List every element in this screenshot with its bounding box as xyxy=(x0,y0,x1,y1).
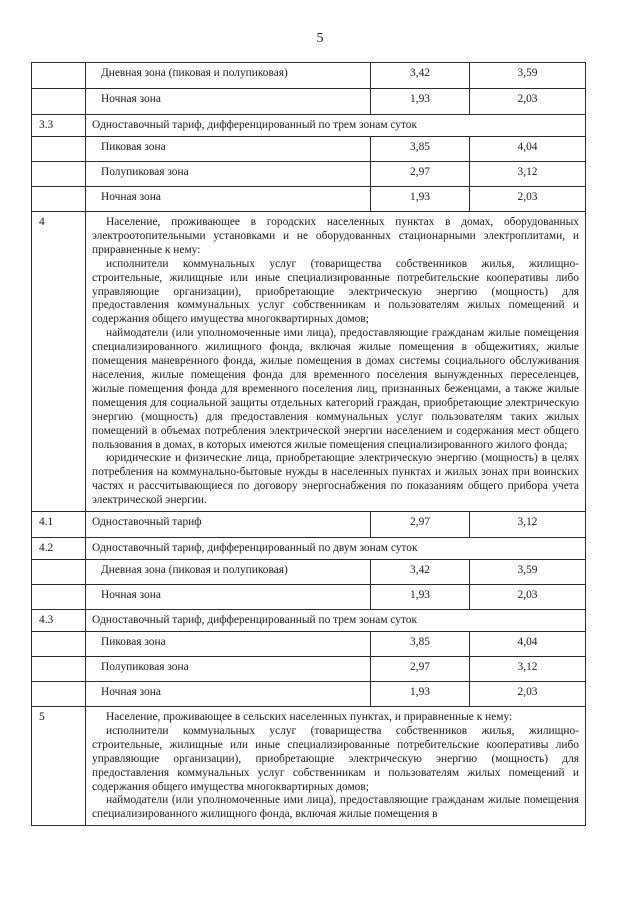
tariff-value-2: 2,03 xyxy=(470,585,586,610)
row-number: 4.3 xyxy=(32,610,86,632)
zone-label: Полупиковая зона xyxy=(86,657,371,682)
tariff-value-2: 2,03 xyxy=(470,682,586,707)
tariff-value-2: 2,03 xyxy=(470,187,586,212)
paragraph: Население, проживающее в городских населенных пунктах в домах, оборудованных электроотопительными установками и не оборудованных стационарными электроплитами, и приравненные к нему: xyxy=(92,216,579,256)
section-description xyxy=(86,707,586,826)
row-number-cell xyxy=(32,560,86,585)
row-number-cell xyxy=(32,137,86,162)
table-row xyxy=(32,657,586,682)
tariff-value-1: 2,97 xyxy=(371,512,470,538)
tariff-value-1: 3,42 xyxy=(371,63,470,89)
zone-label: Ночная зона xyxy=(86,89,371,115)
zone-label: Дневная зона (пиковая и полупиковая) xyxy=(86,560,371,585)
section-description xyxy=(86,212,586,512)
section-title: Одноставочный тариф, дифференцированный по трем зонам суток xyxy=(86,610,586,632)
tariff-table xyxy=(31,62,586,826)
tariff-value-1: 1,93 xyxy=(371,585,470,610)
tariff-value-1: 3,85 xyxy=(371,632,470,657)
section-row xyxy=(32,115,586,137)
zone-label: Дневная зона (пиковая и полупиковая) xyxy=(86,63,371,89)
section-title: Одноставочный тариф, дифференцированный по трем зонам суток xyxy=(86,115,586,137)
row-number-cell xyxy=(32,63,86,89)
table-row xyxy=(32,585,586,610)
page-number: 5 xyxy=(316,31,324,46)
tariff-value-2: 3,59 xyxy=(470,63,586,89)
section-row xyxy=(32,707,586,826)
paragraph: наймодатели (или уполномоченные ими лица), предоставляющие гражданам жилые помещения специализированного жилищного фонда, включая жилые помещения в xyxy=(92,794,579,821)
tariff-value-1: 1,93 xyxy=(371,187,470,212)
zone-label: Полупиковая зона xyxy=(86,162,371,187)
zone-label: Ночная зона xyxy=(86,187,371,212)
table-row xyxy=(32,512,586,538)
zone-label: Ночная зона xyxy=(86,682,371,707)
tariff-value-2: 3,59 xyxy=(470,560,586,585)
row-number: 5 xyxy=(32,707,86,826)
table-row xyxy=(32,162,586,187)
tariff-value-1: 1,93 xyxy=(371,682,470,707)
row-number: 3.3 xyxy=(32,115,86,137)
tariff-value-1: 1,93 xyxy=(371,89,470,115)
zone-label: Пиковая зона xyxy=(86,137,371,162)
row-number: 4.2 xyxy=(32,538,86,560)
row-number-cell xyxy=(32,187,86,212)
table-row xyxy=(32,560,586,585)
row-number: 4.1 xyxy=(32,512,86,538)
row-number-cell xyxy=(32,162,86,187)
row-number: 4 xyxy=(32,212,86,512)
table-row xyxy=(32,187,586,212)
paragraph: исполнители коммунальных услуг (товарищества собственников жилья, жилищно-строительные, жилищные или иные специализированные потребительские кооперативы либо управляющие организации), приобретающие электрическую энергию (мощность) для предоставления коммунальных услуг собственникам и пользователям жилых помещений и содержания общего имущества многоквартирных домов; xyxy=(92,724,579,793)
row-number-cell xyxy=(32,682,86,707)
tariff-value-2: 4,04 xyxy=(470,632,586,657)
tariff-value-1: 2,97 xyxy=(371,657,470,682)
tariff-value-1: 3,85 xyxy=(371,137,470,162)
section-row xyxy=(32,538,586,560)
tariff-value-1: 2,97 xyxy=(371,162,470,187)
table-row xyxy=(32,137,586,162)
tariff-value-2: 2,03 xyxy=(470,89,586,115)
paragraph: юридические и физические лица, приобретающие электрическую энергию (мощность) в целях потребления на коммунально-бытовые нужды в населенных пунктах и жилых зонах при воинских частях и рассчитывающиеся по договору энергоснабжения по показаниям общего прибора учета электрической энергии. xyxy=(92,452,579,507)
tariff-value-1: 3,42 xyxy=(371,560,470,585)
tariff-value-2: 3,12 xyxy=(470,512,586,538)
tariff-value-2: 3,12 xyxy=(470,657,586,682)
table-row xyxy=(32,632,586,657)
paragraph: исполнители коммунальных услуг (товарищества собственников жилья, жилищно-строительные, жилищные или иные специализированные потребительские кооперативы либо управляющие организации), приобретающие электрическую энергию (мощность) для предоставления коммунальных услуг собственникам и пользователям жилых помещений и содержания общего имущества многоквартирных домов; xyxy=(92,257,579,326)
table-row xyxy=(32,89,586,115)
tariff-value-2: 3,12 xyxy=(470,162,586,187)
row-number-cell xyxy=(32,657,86,682)
table-row xyxy=(32,682,586,707)
section-title: Одноставочный тариф, дифференцированный по двум зонам суток xyxy=(86,538,586,560)
tariff-value-2: 4,04 xyxy=(470,137,586,162)
tariff-label: Одноставочный тариф xyxy=(86,512,371,538)
row-number-cell xyxy=(32,89,86,115)
row-number-cell xyxy=(32,632,86,657)
section-row xyxy=(32,212,586,512)
row-number-cell xyxy=(32,585,86,610)
paragraph: наймодатели (или уполномоченные ими лица), предоставляющие гражданам жилые помещения специализированного жилищного фонда, включая жилые помещения в общежитиях, жилые помещения маневренного фонда, жилые помещения в домах системы социального обслуживания населения, жилые помещения фонда для временного поселения вынужденных переселенцев, жилые помещения фонда для временного поселения лиц, признанных беженцами, а также жилые помещения для социальной защиты отдельных категорий граждан, приобретающие электрическую энергию (мощность) для предоставления коммунальных услуг пользователям таких жилых помещений в объемах потребления электрической энергии населением и содержания мест общего пользования в домах, в которых имеются жилые помещения специализированного жилого фонда; xyxy=(92,327,579,451)
paragraph: Население, проживающее в сельских населенных пунктах, и приравненные к нему: xyxy=(106,711,513,724)
section-row xyxy=(32,610,586,632)
table-row xyxy=(32,63,586,89)
zone-label: Ночная зона xyxy=(86,585,371,610)
zone-label: Пиковая зона xyxy=(86,632,371,657)
